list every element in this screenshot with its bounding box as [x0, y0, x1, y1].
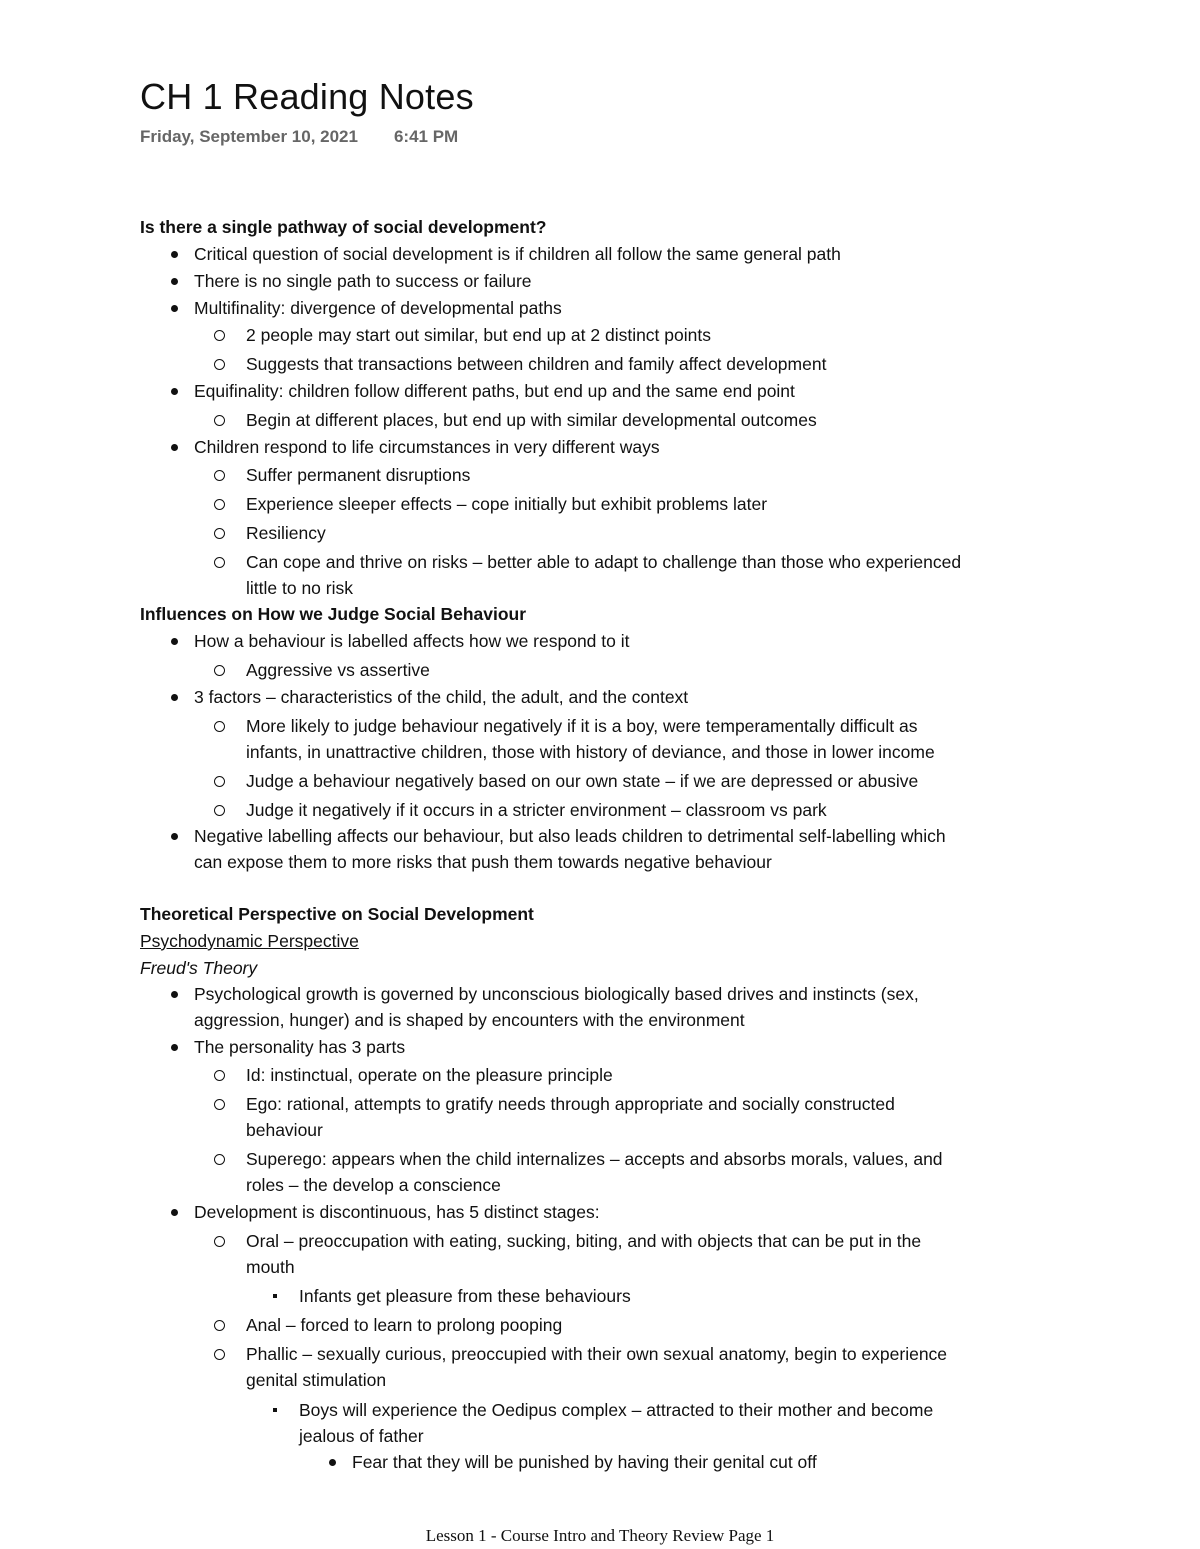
bullet-square-icon [273, 1294, 277, 1298]
bullet-item: Begin at different places, but end up with similar developmental outcomes [246, 410, 817, 430]
section-heading: Influences on How we Judge Social Behaviour [140, 604, 527, 624]
bullet-item: Aggressive vs assertive [246, 660, 430, 680]
bullet-item: Boys will experience the Oedipus complex – attracted to their mother and become [299, 1400, 934, 1420]
bullet-item: 2 people may start out similar, but end up at 2 distinct points [246, 325, 711, 345]
bullet-continuation: can expose them to more risks that push them towards negative behaviour [194, 852, 772, 872]
bullet-square-icon [273, 1408, 277, 1412]
bullet-circle-icon [214, 1154, 225, 1165]
bullet-dot-icon [171, 1044, 178, 1051]
bullet-item: Multifinality: divergence of developmental paths [194, 298, 562, 318]
bullet-item: Psychological growth is governed by unconscious biologically based drives and instincts (sex, [194, 984, 919, 1004]
bullet-circle-icon [214, 805, 225, 816]
topic-heading: Freud's Theory [140, 958, 258, 978]
bullet-continuation: little to no risk [246, 578, 353, 598]
page-footer: Lesson 1 - Course Intro and Theory Review Page 1 [425, 1526, 775, 1545]
bullet-circle-icon [214, 470, 225, 481]
bullet-item: How a behaviour is labelled affects how we respond to it [194, 631, 630, 651]
bullet-continuation: genital stimulation [246, 1370, 387, 1390]
bullet-item: Critical question of social development is if children all follow the same general path [194, 244, 841, 264]
bullet-dot-icon [171, 1209, 178, 1216]
bullet-circle-icon [214, 1236, 225, 1247]
bullet-item: Id: instinctual, operate on the pleasure principle [246, 1065, 613, 1085]
bullet-continuation: infants, in unattractive children, those with history of deviance, and those in lower income [246, 742, 935, 762]
bullet-item: Judge it negatively if it occurs in a stricter environment – classroom vs park [246, 800, 827, 820]
bullet-item: Experience sleeper effects – cope initially but exhibit problems later [246, 494, 768, 514]
bullet-dot-icon [171, 991, 178, 998]
bullet-circle-icon [214, 557, 225, 568]
bullet-dot-icon [171, 444, 178, 451]
bullet-continuation: aggression, hunger) and is shaped by encounters with the environment [194, 1010, 745, 1030]
bullet-item: Anal – forced to learn to prolong pooping [246, 1315, 563, 1335]
bullet-circle-icon [214, 1099, 225, 1110]
bullet-circle-icon [214, 330, 225, 341]
bullet-item: There is no single path to success or failure [194, 271, 532, 291]
bullet-circle-icon [214, 528, 225, 539]
bullet-item: Oral – preoccupation with eating, sucking, biting, and with objects that can be put in the [246, 1231, 922, 1251]
bullet-item: Judge a behaviour negatively based on our own state – if we are depressed or abusive [246, 771, 919, 791]
bullet-circle-icon [214, 415, 225, 426]
bullet-item: Resiliency [246, 523, 326, 543]
page-date: Friday, September 10, 2021 [140, 127, 358, 146]
bullet-circle-icon [214, 359, 225, 370]
subsection-heading: Psychodynamic Perspective [140, 931, 359, 951]
bullet-item: Negative labelling affects our behaviour, but also leads children to detrimental self-labelling which [194, 826, 946, 846]
bullet-circle-icon [214, 721, 225, 732]
bullet-circle-icon [214, 499, 225, 510]
section-heading: Is there a single pathway of social development? [140, 217, 547, 237]
bullet-item: The personality has 3 parts [194, 1037, 406, 1057]
bullet-item: Can cope and thrive on risks – better able to adapt to challenge than those who experienced [246, 552, 962, 572]
bullet-item: Children respond to life circumstances in very different ways [194, 437, 660, 457]
bullet-item: Superego: appears when the child internalizes – accepts and absorbs morals, values, and [246, 1149, 943, 1169]
page-title: CH 1 Reading Notes [140, 76, 474, 117]
bullet-continuation: jealous of father [299, 1426, 424, 1446]
bullet-continuation: roles – the develop a conscience [246, 1175, 501, 1195]
bullet-dot-icon [171, 278, 178, 285]
bullet-circle-icon [214, 665, 225, 676]
bullet-dot-icon [329, 1459, 336, 1466]
page-timestamp [140, 127, 458, 147]
bullet-dot-icon [171, 251, 178, 258]
bullet-item: Development is discontinuous, has 5 distinct stages: [194, 1202, 600, 1222]
bullet-continuation: behaviour [246, 1120, 323, 1140]
bullet-item: Phallic – sexually curious, preoccupied with their own sexual anatomy, begin to experience [246, 1344, 948, 1364]
bullet-item: Fear that they will be punished by having their genital cut off [352, 1452, 817, 1472]
bullet-item: Infants get pleasure from these behaviours [299, 1286, 631, 1306]
bullet-item: Equifinality: children follow different paths, but end up and the same end point [194, 381, 795, 401]
bullet-circle-icon [214, 1070, 225, 1081]
bullet-item: Ego: rational, attempts to gratify needs through appropriate and socially constructed [246, 1094, 895, 1114]
section-heading: Theoretical Perspective on Social Development [140, 904, 534, 924]
bullet-circle-icon [214, 1349, 225, 1360]
bullet-item: Suggests that transactions between children and family affect development [246, 354, 827, 374]
bullet-item: 3 factors – characteristics of the child, the adult, and the context [194, 687, 689, 707]
bullet-dot-icon [171, 305, 178, 312]
bullet-item: Suffer permanent disruptions [246, 465, 471, 485]
bullet-dot-icon [171, 833, 178, 840]
page-time: 6:41 PM [393, 127, 459, 146]
bullet-circle-icon [214, 1320, 225, 1331]
bullet-dot-icon [171, 694, 178, 701]
bullet-continuation: mouth [246, 1257, 295, 1277]
bullet-circle-icon [214, 776, 225, 787]
bullet-dot-icon [171, 638, 178, 645]
bullet-item: More likely to judge behaviour negatively if it is a boy, were temperamentally difficult as [246, 716, 918, 736]
bullet-dot-icon [171, 388, 178, 395]
